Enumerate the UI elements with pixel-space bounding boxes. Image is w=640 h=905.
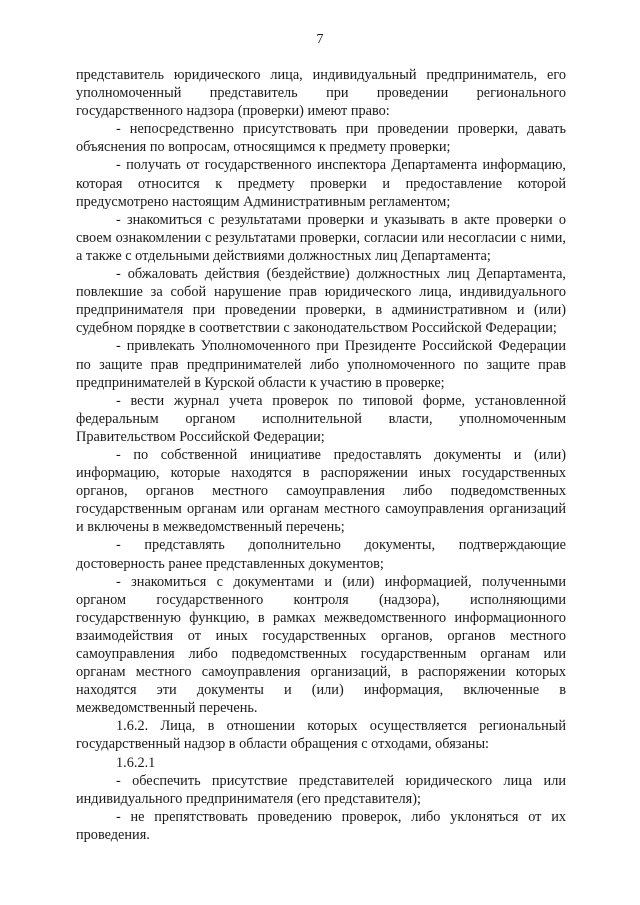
paragraph-right-ombudsman: - привлекать Уполномоченного при Президенте Российской Федерации по защите прав предпринимателей либо уполномоченного по защите прав предпринимателей в Курской области к участию в проверке; bbox=[76, 338, 566, 391]
paragraph-right-provide-documents: - по собственной инициативе предоставлять документы и (или) информацию, которые находятся в распоряжении иных государственных органов, органов местного самоуправления либо подведомственных государственным органам или органам местного самоуправления организаций и включены в межведомственный перечень; bbox=[76, 446, 566, 536]
paragraph-right-receive-info: - получать от государственного инспектора Департамента информацию, которая относится к предмету проверки и предоставление которой предусмотрено настоящим Административным регламентом; bbox=[76, 157, 566, 210]
paragraph-obligation-presence: - обеспечить присутствие представителей юридического лица или индивидуального предпринимателя (его представителя); bbox=[76, 772, 566, 807]
paragraph-section-1-6-2: 1.6.2. Лица, в отношении которых осуществляется региональный государственный надзор в области обращения с отходами, обязаны: bbox=[76, 718, 566, 753]
paragraph-section-1-6-2-1: 1.6.2.1 bbox=[116, 754, 156, 771]
paragraph-right-additional-documents: - представлять дополнительно документы, подтверждающие достоверность ранее представленных документов; bbox=[76, 537, 566, 572]
paragraph-right-review-documents: - знакомиться с документами и (или) информацией, полученными органом государственного контроля (надзора), исполняющими государственную функцию, в рамках межведомственного информационного взаимодействия от иных государственных органов, органов местного самоуправления либо подведомственных государственным органам или органам местного самоуправления организаций, в распоряжении которых находятся эти документы и (или) информация, включенные в межведомственный перечень. bbox=[76, 573, 566, 717]
paragraph-right-attend: - непосредственно присутствовать при проведении проверки, давать объяснения по вопросам, относящимся к предмету проверки; bbox=[76, 121, 566, 156]
paragraph-rights-intro: представитель юридического лица, индивидуальный предприниматель, его уполномоченный представитель при проведении регионального государственного надзора (проверки) имеют право: bbox=[76, 67, 566, 120]
page-number: 7 bbox=[316, 32, 324, 47]
paragraph-right-review-results: - знакомиться с результатами проверки и указывать в акте проверки о своем ознакомлении с результатами проверки, согласии или несогласии с ними, а также с отдельными действиями должностных лиц Департамента; bbox=[76, 211, 566, 264]
paragraph-right-appeal: - обжаловать действия (бездействие) должностных лиц Департамента, повлекшие за собой нарушение прав юридического лица, индивидуального предпринимателя при проведении проверки, в административном и (или) судебном порядке в соответствии с законодательством Российской Федерации; bbox=[76, 266, 566, 337]
paragraph-right-journal: - вести журнал учета проверок по типовой форме, установленной федеральным органом исполнительной власти, уполномоченным Правительством Российской Федерации; bbox=[76, 392, 566, 445]
paragraph-obligation-no-obstruction: - не препятствовать проведению проверок, либо уклоняться от их проведения. bbox=[76, 808, 566, 843]
document-body bbox=[76, 66, 566, 844]
